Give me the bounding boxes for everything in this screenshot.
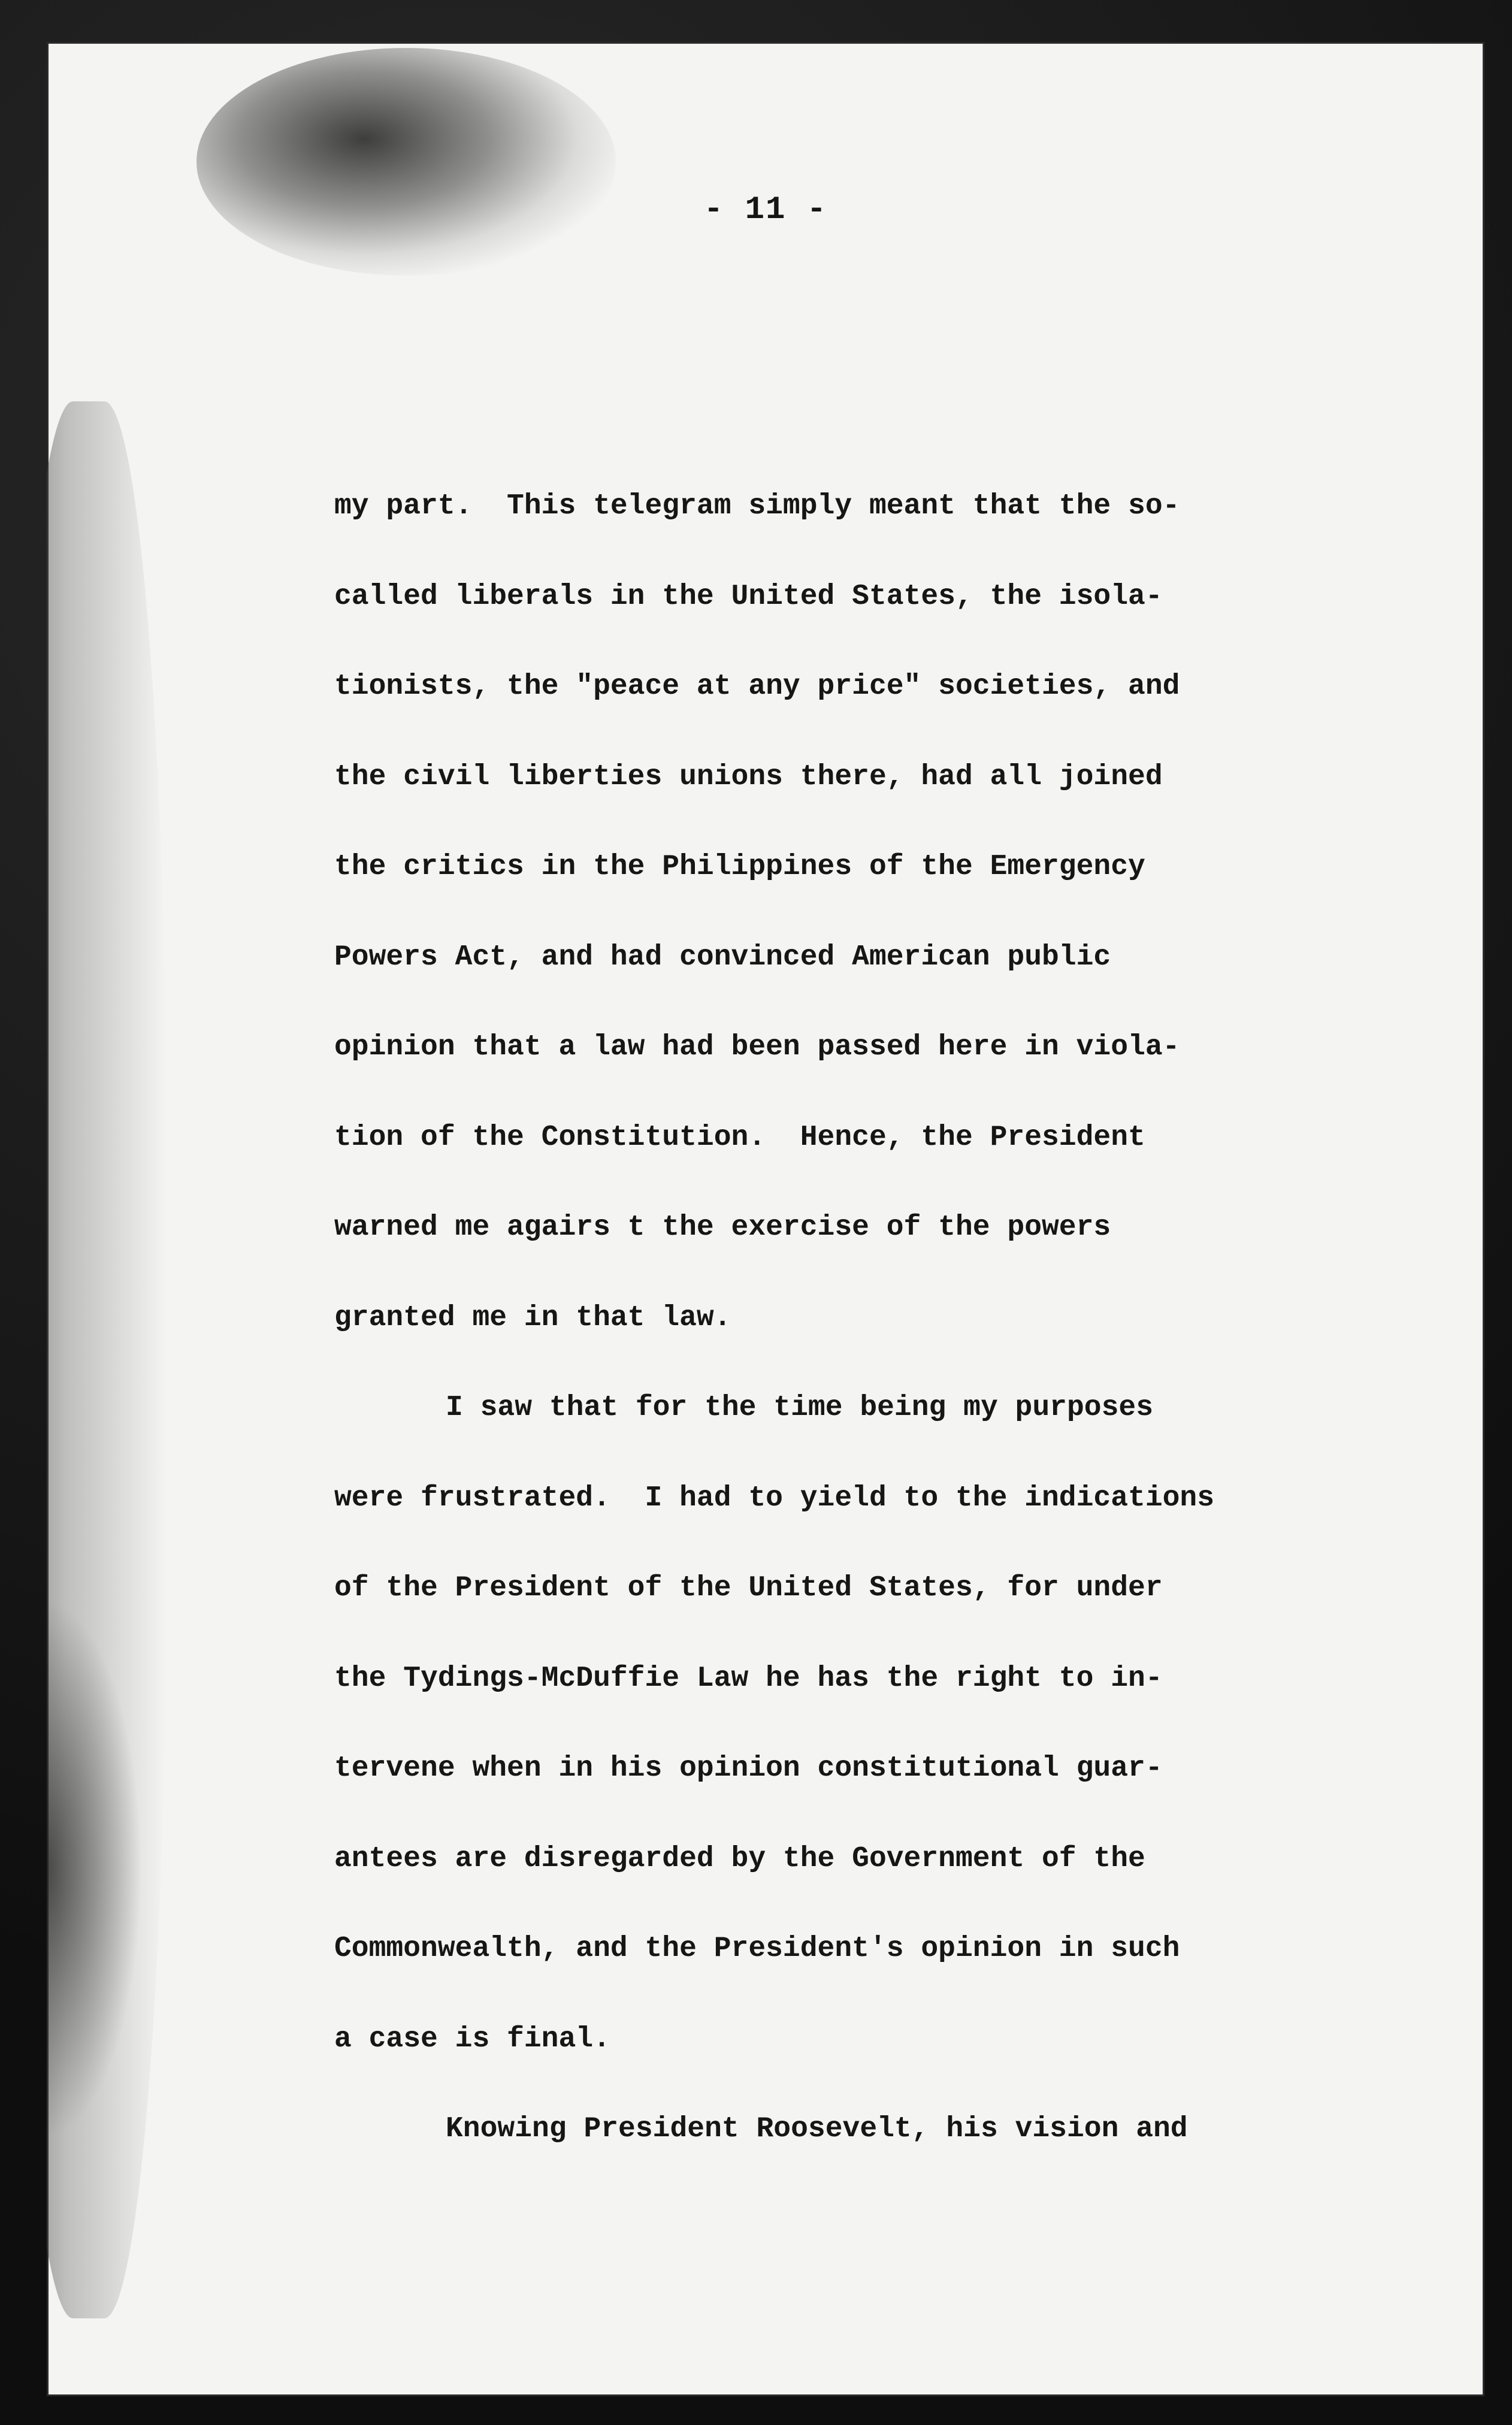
ink-stain-top <box>196 48 616 276</box>
text-line: tion of the Constitution. Hence, the President <box>334 1121 1145 1154</box>
text-line: the civil liberties unions there, had all joined <box>334 760 1163 793</box>
text-line: tervene when in his opinion constitutional guar- <box>334 1752 1163 1785</box>
text-line: the Tydings-McDuffie Law he has the right to in- <box>334 1662 1163 1695</box>
paragraph-start-line: Knowing President Roosevelt, his vision and <box>446 2113 1188 2145</box>
shadow-stain-left-lower <box>47 1599 143 2139</box>
paragraph-start-line: I saw that for the time being my purposes <box>446 1392 1153 1424</box>
text-line: my part. This telegram simply meant that the so- <box>334 490 1180 522</box>
text-line: tionists, the "peace at any price" societies, and <box>334 670 1180 703</box>
text-line: a case is final. <box>334 2022 610 2055</box>
page-number: - 11 - <box>703 192 828 228</box>
document-page <box>47 42 1484 2396</box>
text-line: Commonwealth, and the President's opinion in such <box>334 1933 1180 1965</box>
text-line: were frustrated. I had to yield to the indications <box>334 1481 1215 1514</box>
text-line: antees are disregarded by the Government of the <box>334 1842 1145 1875</box>
body-text <box>334 461 1413 2175</box>
text-line: called liberals in the United States, the isola- <box>334 580 1163 613</box>
text-line: granted me in that law. <box>334 1301 731 1334</box>
text-line: opinion that a law had been passed here in viola- <box>334 1031 1180 1063</box>
text-line: warned me agairs t the exercise of the powers <box>334 1211 1111 1244</box>
text-line: the critics in the Philippines of the Emergency <box>334 851 1145 883</box>
text-line: of the President of the United States, for under <box>334 1572 1163 1604</box>
text-line: Powers Act, and had convinced American public <box>334 941 1111 973</box>
